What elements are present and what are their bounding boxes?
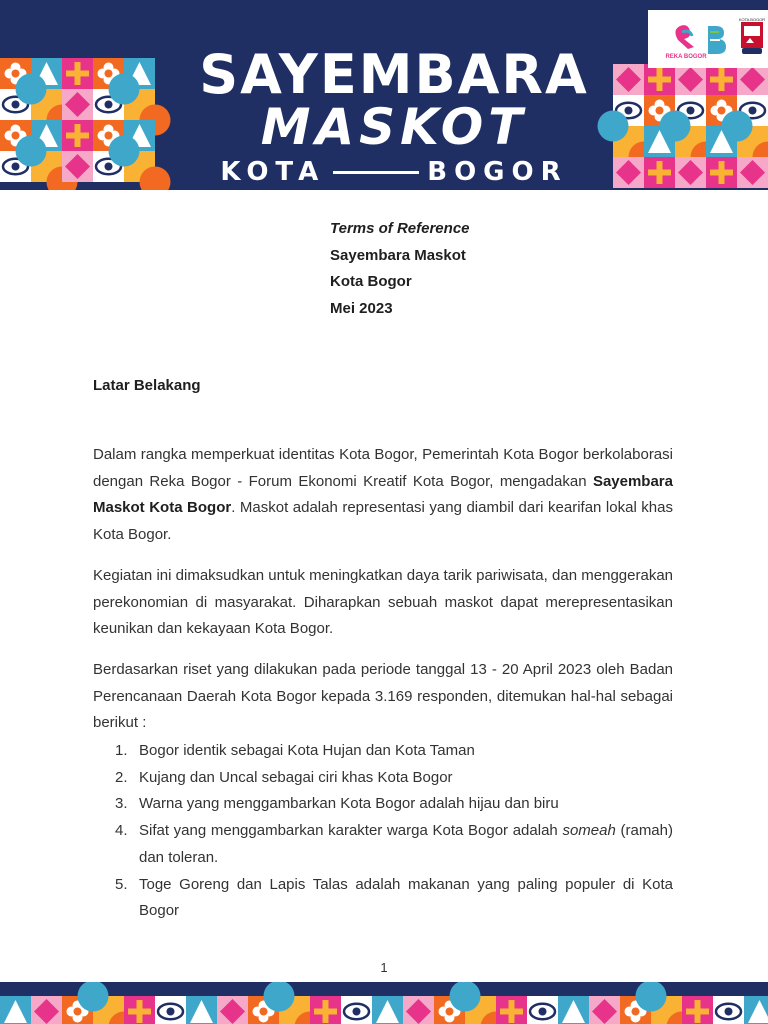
banner-title-line1: SAYEMBARA xyxy=(199,43,589,106)
reka-bogor-logo-icon xyxy=(675,25,694,49)
doc-date: Mei 2023 xyxy=(330,299,393,317)
list-item-text: Bogor identik sebagai Kota Hujan dan Kota Taman xyxy=(139,742,475,759)
paragraph-1 xyxy=(93,442,673,549)
seal-text: KOTA BOGOR xyxy=(738,17,766,22)
list-item-text: Sifat yang menggambarkan karakter warga Kota Bogor adalah xyxy=(139,822,563,840)
banner-title-line2: MASKOT xyxy=(260,98,528,156)
page-number: 1 xyxy=(380,960,388,975)
partner-logos xyxy=(648,10,768,68)
list-item-number: 3. xyxy=(115,795,128,813)
list-item-text: Toge Goreng dan Lapis Talas adalah makanan yang paling populer di Kota Bogor xyxy=(139,875,673,920)
list-item xyxy=(93,818,673,871)
list-item-number: 4. xyxy=(115,822,128,840)
findings-list xyxy=(93,738,673,925)
list-item-text: Kujang dan Uncal sebagai ciri khas Kota Bogor xyxy=(139,768,453,786)
list-item xyxy=(93,791,673,818)
paragraph-1-text-b: . Maskot adalah representasi yang diambil dari kearifan lokal khas Kota Bogor. xyxy=(93,499,673,544)
list-item-number: 5. xyxy=(115,875,128,893)
paragraph-2: Kegiatan ini dimaksudkan untuk meningkatkan daya tarik pariwisata, dan menggerakan perekonomian di masyarakat. Diharapkan sebuah maskot dapat merepresentasikan keunikan dan kekayaan Kota Bogor. xyxy=(93,567,673,638)
banner-title-divider xyxy=(333,171,419,174)
banner-title xyxy=(178,43,610,188)
list-item xyxy=(93,765,673,792)
list-item-italic: someah xyxy=(562,822,616,840)
doc-city: Kota Bogor xyxy=(330,273,412,290)
list-item-text: Warna yang menggambarkan Kota Bogor adalah hijau dan biru xyxy=(139,795,559,813)
footer-banner xyxy=(0,982,768,1024)
header-banner xyxy=(0,0,768,190)
reka-logo-text: REKA BOGOR xyxy=(665,54,707,60)
paragraph-1-text-a: Dalam rangka memperkuat identitas Kota Bogor, Pemerintah Kota Bogor berkolaborasi dengan Reka Bogor - Forum Ekonomi Kreatif Kota Bogor, mengadakan xyxy=(93,446,673,490)
list-item-text-end: (ramah) dan toleran. xyxy=(139,822,673,866)
footer-pattern xyxy=(0,982,768,1024)
list-item xyxy=(93,872,673,925)
banner-title-kota: KOTA xyxy=(220,157,326,187)
banner-title-line3 xyxy=(178,156,610,188)
paragraph-3: Berdasarkan riset yang dilakukan pada periode tanggal 13 - 20 April 2023 oleh Badan Perencanaan Daerah Kota Bogor kepada 3.169 responden, ditemukan hal-hal sebagai berikut : xyxy=(93,661,673,732)
list-item-number: 2. xyxy=(115,768,128,786)
doc-title: Sayembara Maskot xyxy=(330,246,466,264)
list-item-number: 1. xyxy=(115,742,128,759)
b-brand-logo-icon xyxy=(708,26,726,54)
kota-bogor-seal-icon xyxy=(741,22,763,54)
document-header xyxy=(330,216,470,322)
banner-title-bogor: BOGOR xyxy=(427,157,568,187)
list-item xyxy=(93,738,673,765)
section-heading: Latar Belakang xyxy=(93,377,201,394)
doc-type: Terms of Reference xyxy=(330,220,470,237)
paragraph-1-bold: Sayembara Maskot Kota Bogor xyxy=(93,472,673,517)
